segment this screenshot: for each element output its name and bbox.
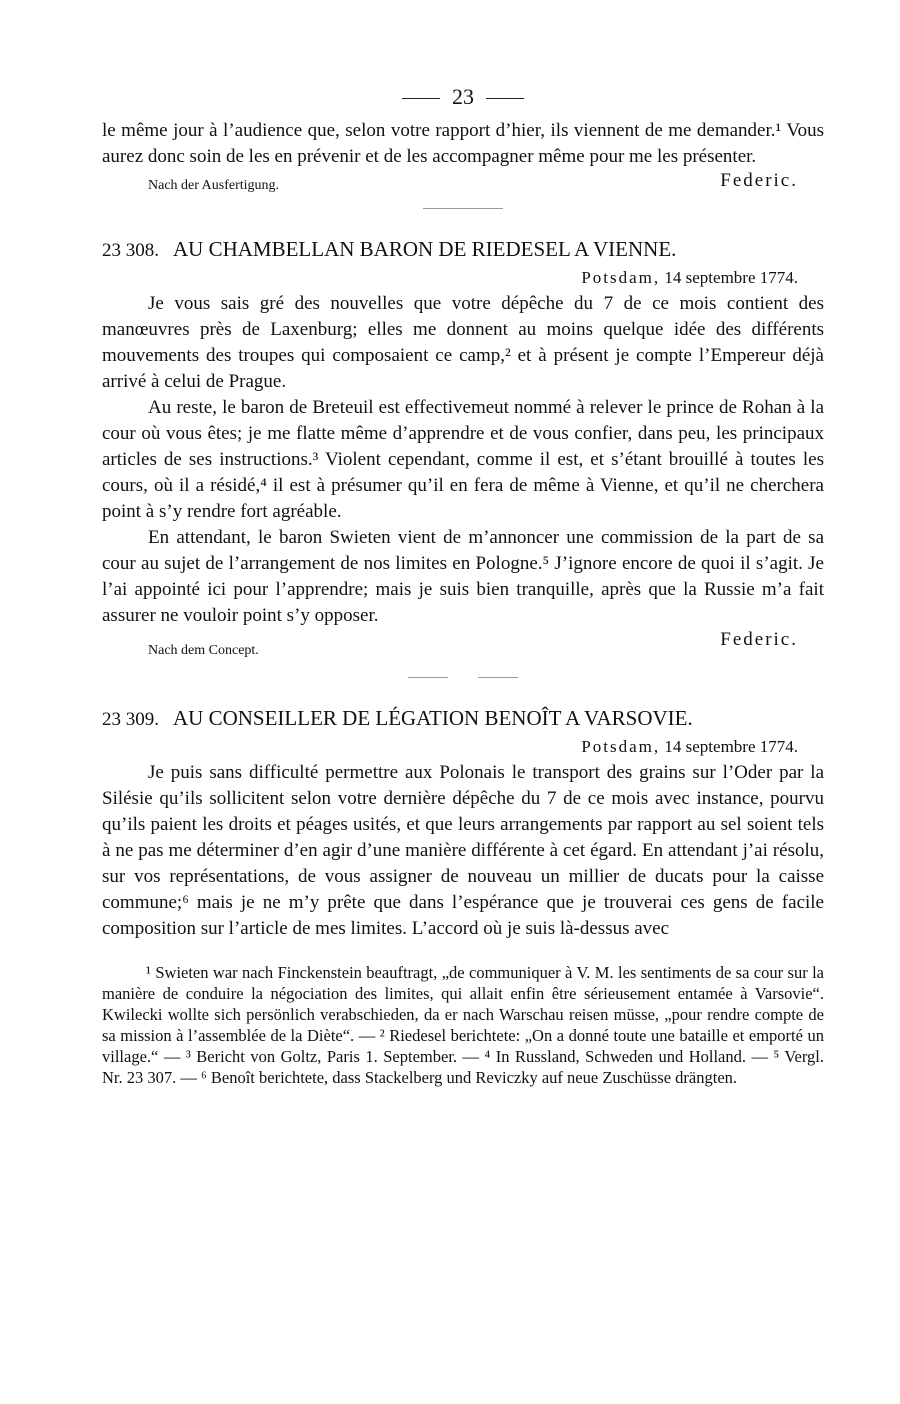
closing-line-prev xyxy=(102,170,824,196)
header-rule-left xyxy=(402,98,440,99)
letter-paragraph: En attendant, le baron Swieten vient de m’annoncer une commission de la part de sa cour au sujet de l’arrangement de nos limites en Pologne.⁵ J’ignore encore de quoi il s’agit. Je l’ai appointé ici pour l’apprendre; mais je suis bien tranquille, après que la Russie m’a fait assurer ne vouloir point s’y opposer. xyxy=(102,527,824,626)
letter-heading xyxy=(102,704,824,734)
continued-text: le même jour à l’audience que, selon votre rapport d’hier, ils viennent de me demander.¹ Vous aurez donc soin de les en prévenir et de les accompagner même pour me les présenter. xyxy=(102,120,824,167)
source-note: Nach der Ausfertigung. xyxy=(148,178,280,193)
page-number: 23 xyxy=(452,84,474,109)
footnote-text: ¹ Swieten war nach Finckenstein beauftragt, „de communiquer à V. M. les sentiments de sa cour sur la manière de conduire la négociation des limites, qui allait enfin être sérieusement entamée à Varsovie“. Kwilecki wollte sich persönlich verabschieden, da er nach Warschau reisen müsse, „pour rendre compte de sa mission à l’assemblée de la Diète“. — ² Riedesel berichtete: „On a donné toute une bataille et emporté un village.“ — ³ Bericht von Goltz, Paris 1. September. — ⁴ In Russland, Schweden und Holland. — ⁵ Vergl. Nr. 23 307. — ⁶ Benoît berichtete, dass Stackelberg und Reviczky auf neue Zuschüsse drängten. xyxy=(102,963,824,1087)
letter-place: Potsdam, xyxy=(581,268,661,287)
divider-rule xyxy=(478,677,518,678)
letter-number: 23 309. xyxy=(102,709,159,730)
letter-place: Potsdam, xyxy=(581,737,661,756)
section-divider xyxy=(102,677,824,678)
letter-title: AU CHAMBELLAN BARON DE RIEDESEL A VIENNE. xyxy=(173,237,677,261)
letter-paragraph: Je puis sans difficulté permettre aux Polonais le transport des grains sur l’Oder par la Silésie qu’ils sollicitent selon votre dernière dépêche du 7 de ce mois avec instance, pourvu qu’ils paient les droits et péages usités, et que leurs arrangements par rapport au sel soient tels à ne pas me déterminer d’en agir d’une manière différente à cet égard. En attendant j’ai résolu, sur vos représentations, de vous assigner de nouveau un millier de ducats pour la caisse commune;⁶ mais je ne m’y prête que dans l’espérance que je trouverai ces gens de facile composition sur l’article de mes limites. L’accord où je suis là-dessus avec xyxy=(102,762,824,939)
letter-paragraph: Au reste, le baron de Breteuil est effectivemeut nommé à relever le prince de Rohan à la cour où vous êtes; je me flatte même d’apprendre et de vous confier, dans peu, les principaux articles de ses instructions.³ Violent cependant, comme il est, et s’étant brouillé à toutes les cours, où il a résidé,⁴ il est à présumer qu’il en fera de même à Vienne, et qu’il ne cherchera point à s’y rendre fort agréable. xyxy=(102,397,824,522)
letter-number: 23 308. xyxy=(102,240,159,261)
letter-heading xyxy=(102,235,824,265)
letter-paragraph: Je vous sais gré des nouvelles que votre dépêche du 7 de ce mois contient des manœuvres près de Laxenburg; elles me donnent au moins quelque idée des différents mouvements des troupes qui composaient ce camp,² et à présent je compte l’Empereur déjà arrivé à celui de Prague. xyxy=(102,293,824,392)
divider-rule xyxy=(408,677,448,678)
letter-title: AU CONSEILLER DE LÉGATION BENOÎT A VARSOVIE. xyxy=(173,706,693,730)
letter-date xyxy=(102,265,824,291)
header-rule-right xyxy=(486,98,524,99)
signature: Federic. xyxy=(720,629,798,650)
page-header xyxy=(102,82,824,112)
letter-date xyxy=(102,734,824,760)
letter-date-text: 14 septembre 1774. xyxy=(664,737,798,756)
letter-date-text: 14 septembre 1774. xyxy=(664,268,798,287)
source-note: Nach dem Concept. xyxy=(148,643,259,658)
closing-line xyxy=(102,629,824,659)
footnotes xyxy=(102,962,824,1088)
signature: Federic. xyxy=(720,170,798,191)
book-page xyxy=(102,82,824,1088)
section-divider xyxy=(423,208,503,209)
